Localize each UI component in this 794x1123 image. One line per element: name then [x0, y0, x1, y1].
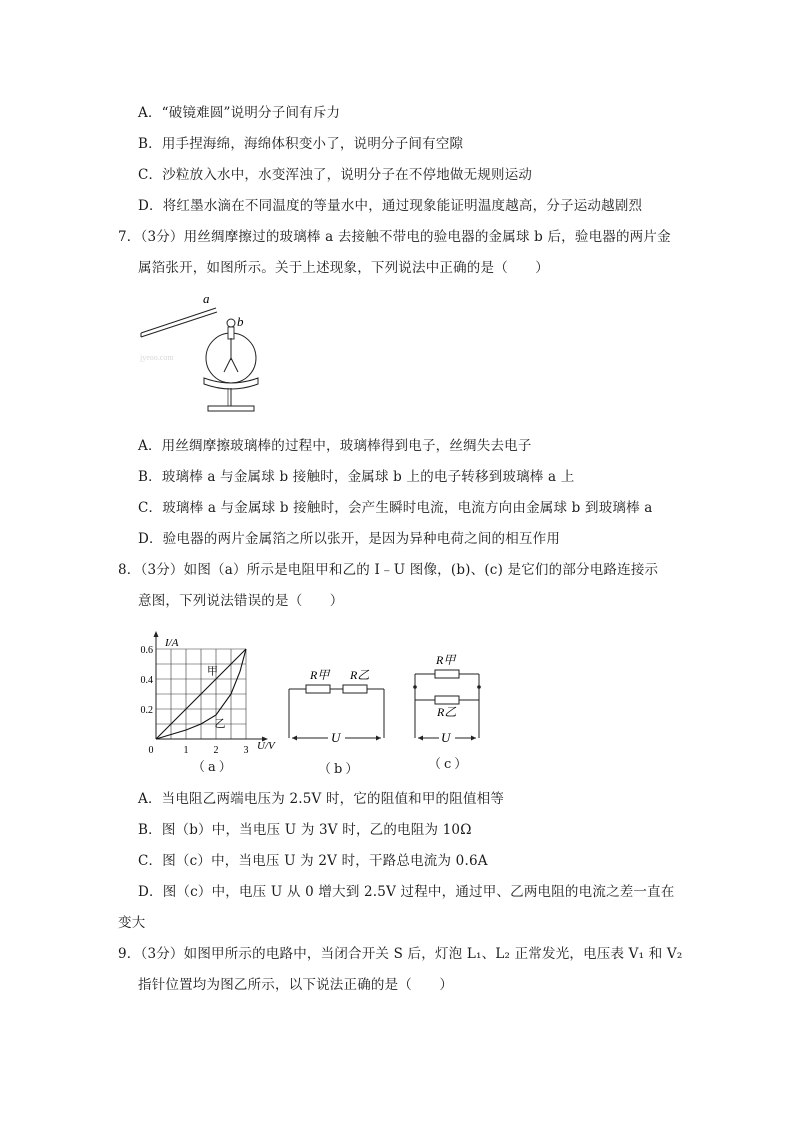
x-tick-label: 0	[148, 745, 154, 756]
q7-stem-line1: 7．（3分）用丝绸摩擦过的玻璃棒 a 去接触不带电的验电器的金属球 b 后，验电器的两片金	[118, 229, 671, 245]
y-tick-label: 0.2	[140, 705, 153, 716]
circuit-c-r2-label: R乙	[437, 705, 457, 719]
series-label-jia: 甲	[207, 665, 218, 678]
circuit-c-r1-label: R甲	[436, 653, 456, 667]
metal-ball-b	[227, 319, 235, 327]
q6-option-d: D．将红墨水滴在不同温度的等量水中，通过现象能证明温度越高，分子运动越剧烈	[138, 198, 643, 214]
q9-stem-line2: 指针位置均为图乙所示，以下说法正确的是（ ）	[138, 977, 454, 993]
watermark: jyeoo.com	[140, 353, 174, 362]
q8-stem-line2: 意图，下列说法错误的是（ ）	[138, 593, 344, 609]
q6-option-a: A．“破镜难圆”说明分子间有斥力	[138, 105, 341, 121]
x-tick-label: 1	[183, 745, 189, 756]
circuit-b-r2-label: R乙	[350, 668, 370, 682]
electroscope-figure	[138, 288, 268, 418]
circuit-c-parallel	[410, 650, 485, 747]
label-b: b	[237, 314, 244, 329]
resistor-yi	[343, 685, 367, 693]
caption-a: （a）	[192, 760, 235, 775]
q7-option-b: B．玻璃棒 a 与金属球 b 接触时，金属球 b 上的电子转移到玻璃棒 a 上	[138, 469, 575, 485]
q8-stem-line1: 8．（3分）如图（a）所示是电阻甲和乙的 I﹣U 图像，(b)、(c) 是它们的部分电路连接示	[118, 562, 659, 578]
resistor-jia-c	[435, 670, 459, 678]
circuit-c-u-label: U	[441, 730, 451, 745]
label-a: a	[203, 291, 210, 306]
q8-option-a: A．当电阻乙两端电压为 2.5V 时，它的阻值和甲的阻值相等	[138, 791, 505, 807]
q8-option-c: C．图（c）中，当电压 U 为 2V 时，干路总电流为 0.6A	[138, 853, 488, 869]
series-label-yi: 乙	[214, 718, 226, 730]
resistor-jia	[306, 685, 330, 693]
x-axis-label: U/V	[257, 740, 275, 752]
q7-option-a: A．用丝绸摩擦玻璃棒的过程中，玻璃棒得到电子，丝绸失去电子	[138, 438, 532, 454]
q7-option-d: D．验电器的两片金属箔之所以张开，是因为异种电荷之间的相互作用	[138, 531, 561, 547]
q6-option-c: C．沙粒放入水中，水变浑浊了，说明分子在不停地做无规则运动	[138, 167, 533, 183]
q6-option-b: B．用手捏海绵，海绵体积变小了，说明分子间有空隙	[138, 136, 464, 152]
circuit-b-series	[286, 662, 391, 747]
circuit-b-u-label: U	[331, 730, 341, 745]
q8-option-d-cont: 变大	[118, 915, 146, 931]
metal-foil-leaves	[224, 358, 238, 372]
q7-option-c: C．玻璃棒 a 与金属球 b 接触时，会产生瞬时电流，电流方向由金属球 b 到玻璃棒 a	[138, 500, 653, 516]
y-axis-label: I/A	[165, 637, 179, 649]
glass-rod-a	[141, 308, 217, 337]
y-axis-arrow	[154, 631, 159, 637]
iu-graph-chart	[140, 622, 290, 757]
q7-stem-line2: 属箔张开，如图所示。关于上述现象，下列说法中正确的是（ ）	[138, 260, 549, 276]
y-tick-label: 0.4	[140, 675, 153, 686]
y-tick-label: 0.6	[140, 645, 153, 656]
circuit-b-r1-label: R甲	[310, 668, 330, 682]
q9-stem-line1: 9．（3分）如图甲所示的电路中，当闭合开关 S 后，灯泡 L₁、L₂ 正常发光，电压表 V₁ 和 V₂	[118, 946, 683, 962]
q8-option-d: D．图（c）中，电压 U 从 0 增大到 2.5V 过程中，通过甲、乙两电阻的电流之差一直在	[138, 884, 675, 900]
x-tick-label: 3	[243, 745, 249, 756]
caption-c: （c）	[428, 757, 471, 772]
resistor-yi-c	[435, 696, 459, 704]
q8-option-b: B．图（b）中，当电压 U 为 3V 时，乙的电阻为 10Ω	[138, 822, 472, 838]
x-tick-label: 2	[213, 745, 219, 756]
caption-b: （b）	[318, 762, 362, 777]
